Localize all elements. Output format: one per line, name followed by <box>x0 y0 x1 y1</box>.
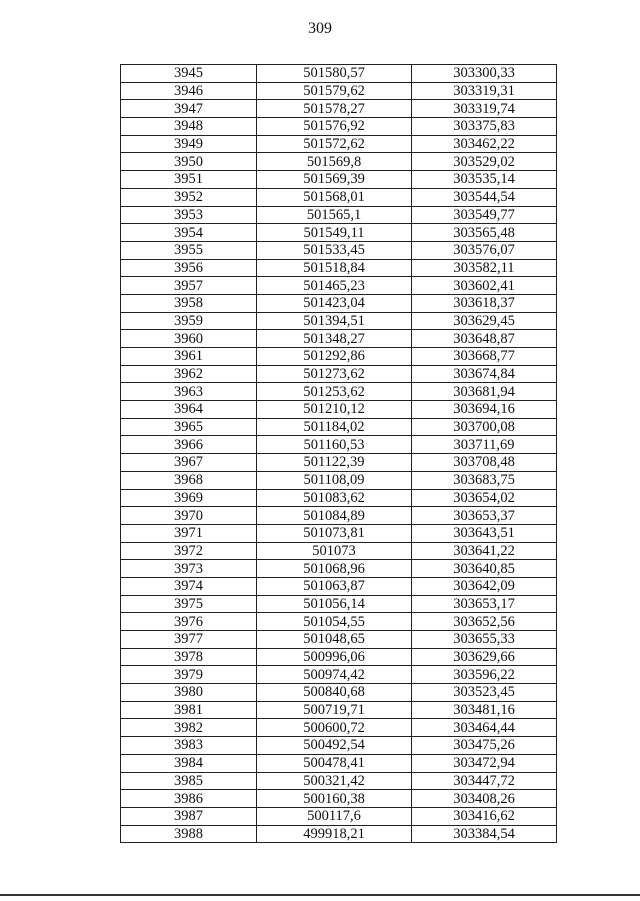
point-number-cell: 3956 <box>121 259 257 277</box>
point-number-cell: 3977 <box>121 631 257 649</box>
point-number-cell: 3962 <box>121 365 257 383</box>
x-coordinate-cell: 500478,41 <box>257 754 412 772</box>
table-row <box>121 542 557 560</box>
table-row <box>121 489 557 507</box>
table-row <box>121 507 557 525</box>
x-coordinate-cell: 500840,68 <box>257 684 412 702</box>
x-coordinate-cell: 501569,8 <box>257 153 412 171</box>
point-number-cell: 3959 <box>121 312 257 330</box>
point-number-cell: 3946 <box>121 82 257 100</box>
point-number-cell: 3965 <box>121 418 257 436</box>
table-row <box>121 383 557 401</box>
table-row <box>121 754 557 772</box>
x-coordinate-cell: 500974,42 <box>257 666 412 684</box>
point-number-cell: 3984 <box>121 754 257 772</box>
table-row <box>121 153 557 171</box>
table-row <box>121 648 557 666</box>
y-coordinate-cell: 303652,56 <box>412 613 557 631</box>
table-row <box>121 188 557 206</box>
coordinates-table-body <box>121 65 557 843</box>
y-coordinate-cell: 303447,72 <box>412 772 557 790</box>
table-row <box>121 436 557 454</box>
x-coordinate-cell: 501292,86 <box>257 348 412 366</box>
point-number-cell: 3975 <box>121 595 257 613</box>
point-number-cell: 3963 <box>121 383 257 401</box>
point-number-cell: 3985 <box>121 772 257 790</box>
point-number-cell: 3978 <box>121 648 257 666</box>
x-coordinate-cell: 501394,51 <box>257 312 412 330</box>
x-coordinate-cell: 501533,45 <box>257 241 412 259</box>
x-coordinate-cell: 501565,1 <box>257 206 412 224</box>
y-coordinate-cell: 303641,22 <box>412 542 557 560</box>
point-number-cell: 3952 <box>121 188 257 206</box>
point-number-cell: 3980 <box>121 684 257 702</box>
point-number-cell: 3967 <box>121 454 257 472</box>
table-row <box>121 277 557 295</box>
x-coordinate-cell: 501549,11 <box>257 224 412 242</box>
point-number-cell: 3949 <box>121 135 257 153</box>
table-row <box>121 418 557 436</box>
point-number-cell: 3987 <box>121 807 257 825</box>
x-coordinate-cell: 501073 <box>257 542 412 560</box>
x-coordinate-cell: 501184,02 <box>257 418 412 436</box>
y-coordinate-cell: 303596,22 <box>412 666 557 684</box>
x-coordinate-cell: 501576,92 <box>257 118 412 136</box>
x-coordinate-cell: 501568,01 <box>257 188 412 206</box>
y-coordinate-cell: 303681,94 <box>412 383 557 401</box>
table-row <box>121 684 557 702</box>
table-row <box>121 206 557 224</box>
y-coordinate-cell: 303654,02 <box>412 489 557 507</box>
table-row <box>121 330 557 348</box>
point-number-cell: 3973 <box>121 560 257 578</box>
x-coordinate-cell: 501122,39 <box>257 454 412 472</box>
x-coordinate-cell: 501465,23 <box>257 277 412 295</box>
x-coordinate-cell: 501578,27 <box>257 100 412 118</box>
x-coordinate-cell: 499918,21 <box>257 825 412 843</box>
x-coordinate-cell: 500117,6 <box>257 807 412 825</box>
point-number-cell: 3966 <box>121 436 257 454</box>
table-row <box>121 82 557 100</box>
point-number-cell: 3972 <box>121 542 257 560</box>
x-coordinate-cell: 501273,62 <box>257 365 412 383</box>
x-coordinate-cell: 500160,38 <box>257 790 412 808</box>
y-coordinate-cell: 303674,84 <box>412 365 557 383</box>
point-number-cell: 3945 <box>121 65 257 83</box>
y-coordinate-cell: 303464,44 <box>412 719 557 737</box>
y-coordinate-cell: 303648,87 <box>412 330 557 348</box>
y-coordinate-cell: 303544,54 <box>412 188 557 206</box>
point-number-cell: 3970 <box>121 507 257 525</box>
y-coordinate-cell: 303700,08 <box>412 418 557 436</box>
page-number: 309 <box>308 20 332 37</box>
table-row <box>121 100 557 118</box>
table-row <box>121 790 557 808</box>
point-number-cell: 3982 <box>121 719 257 737</box>
y-coordinate-cell: 303529,02 <box>412 153 557 171</box>
y-coordinate-cell: 303475,26 <box>412 737 557 755</box>
point-number-cell: 3958 <box>121 294 257 312</box>
table-row <box>121 241 557 259</box>
point-number-cell: 3960 <box>121 330 257 348</box>
point-number-cell: 3969 <box>121 489 257 507</box>
table-row <box>121 666 557 684</box>
table-row <box>121 807 557 825</box>
point-number-cell: 3947 <box>121 100 257 118</box>
y-coordinate-cell: 303523,45 <box>412 684 557 702</box>
y-coordinate-cell: 303642,09 <box>412 577 557 595</box>
point-number-cell: 3976 <box>121 613 257 631</box>
x-coordinate-cell: 501048,65 <box>257 631 412 649</box>
x-coordinate-cell: 501423,04 <box>257 294 412 312</box>
table-row <box>121 737 557 755</box>
y-coordinate-cell: 303319,31 <box>412 82 557 100</box>
table-row <box>121 595 557 613</box>
y-coordinate-cell: 303408,26 <box>412 790 557 808</box>
y-coordinate-cell: 303535,14 <box>412 171 557 189</box>
table-row <box>121 772 557 790</box>
table-row <box>121 471 557 489</box>
point-number-cell: 3954 <box>121 224 257 242</box>
x-coordinate-cell: 501068,96 <box>257 560 412 578</box>
x-coordinate-cell: 500492,54 <box>257 737 412 755</box>
x-coordinate-cell: 500719,71 <box>257 701 412 719</box>
point-number-cell: 3953 <box>121 206 257 224</box>
y-coordinate-cell: 303472,94 <box>412 754 557 772</box>
point-number-cell: 3988 <box>121 825 257 843</box>
y-coordinate-cell: 303668,77 <box>412 348 557 366</box>
point-number-cell: 3986 <box>121 790 257 808</box>
table-row <box>121 259 557 277</box>
x-coordinate-cell: 501253,62 <box>257 383 412 401</box>
table-row <box>121 365 557 383</box>
x-coordinate-cell: 501569,39 <box>257 171 412 189</box>
coordinates-table <box>120 64 557 843</box>
y-coordinate-cell: 303576,07 <box>412 241 557 259</box>
point-number-cell: 3950 <box>121 153 257 171</box>
y-coordinate-cell: 303629,66 <box>412 648 557 666</box>
y-coordinate-cell: 303462,22 <box>412 135 557 153</box>
x-coordinate-cell: 501056,14 <box>257 595 412 613</box>
x-coordinate-cell: 501160,53 <box>257 436 412 454</box>
x-coordinate-cell: 501579,62 <box>257 82 412 100</box>
y-coordinate-cell: 303711,69 <box>412 436 557 454</box>
table-row <box>121 613 557 631</box>
y-coordinate-cell: 303655,33 <box>412 631 557 649</box>
y-coordinate-cell: 303694,16 <box>412 401 557 419</box>
point-number-cell: 3955 <box>121 241 257 259</box>
y-coordinate-cell: 303375,83 <box>412 118 557 136</box>
table-row <box>121 719 557 737</box>
x-coordinate-cell: 501083,62 <box>257 489 412 507</box>
point-number-cell: 3974 <box>121 577 257 595</box>
x-coordinate-cell: 501063,87 <box>257 577 412 595</box>
table-row <box>121 524 557 542</box>
table-row <box>121 171 557 189</box>
y-coordinate-cell: 303683,75 <box>412 471 557 489</box>
x-coordinate-cell: 501084,89 <box>257 507 412 525</box>
x-coordinate-cell: 501073,81 <box>257 524 412 542</box>
y-coordinate-cell: 303708,48 <box>412 454 557 472</box>
point-number-cell: 3951 <box>121 171 257 189</box>
table-row <box>121 454 557 472</box>
y-coordinate-cell: 303602,41 <box>412 277 557 295</box>
x-coordinate-cell: 501348,27 <box>257 330 412 348</box>
table-row <box>121 118 557 136</box>
table-row <box>121 560 557 578</box>
y-coordinate-cell: 303481,16 <box>412 701 557 719</box>
table-row <box>121 348 557 366</box>
table-row <box>121 577 557 595</box>
x-coordinate-cell: 501518,84 <box>257 259 412 277</box>
y-coordinate-cell: 303643,51 <box>412 524 557 542</box>
y-coordinate-cell: 303653,17 <box>412 595 557 613</box>
table-row <box>121 312 557 330</box>
table-row <box>121 135 557 153</box>
y-coordinate-cell: 303549,77 <box>412 206 557 224</box>
y-coordinate-cell: 303653,37 <box>412 507 557 525</box>
y-coordinate-cell: 303618,37 <box>412 294 557 312</box>
point-number-cell: 3948 <box>121 118 257 136</box>
table-row <box>121 65 557 83</box>
table-row <box>121 701 557 719</box>
point-number-cell: 3968 <box>121 471 257 489</box>
x-coordinate-cell: 500321,42 <box>257 772 412 790</box>
bottom-rule <box>0 894 640 896</box>
y-coordinate-cell: 303629,45 <box>412 312 557 330</box>
table-row <box>121 294 557 312</box>
point-number-cell: 3983 <box>121 737 257 755</box>
y-coordinate-cell: 303384,54 <box>412 825 557 843</box>
point-number-cell: 3981 <box>121 701 257 719</box>
x-coordinate-cell: 501108,09 <box>257 471 412 489</box>
y-coordinate-cell: 303416,62 <box>412 807 557 825</box>
y-coordinate-cell: 303582,11 <box>412 259 557 277</box>
point-number-cell: 3979 <box>121 666 257 684</box>
x-coordinate-cell: 501210,12 <box>257 401 412 419</box>
x-coordinate-cell: 501054,55 <box>257 613 412 631</box>
table-row <box>121 401 557 419</box>
point-number-cell: 3964 <box>121 401 257 419</box>
y-coordinate-cell: 303300,33 <box>412 65 557 83</box>
table-row <box>121 631 557 649</box>
x-coordinate-cell: 501572,62 <box>257 135 412 153</box>
x-coordinate-cell: 501580,57 <box>257 65 412 83</box>
y-coordinate-cell: 303640,85 <box>412 560 557 578</box>
table-row <box>121 825 557 843</box>
y-coordinate-cell: 303565,48 <box>412 224 557 242</box>
point-number-cell: 3961 <box>121 348 257 366</box>
point-number-cell: 3957 <box>121 277 257 295</box>
point-number-cell: 3971 <box>121 524 257 542</box>
table-row <box>121 224 557 242</box>
x-coordinate-cell: 500996,06 <box>257 648 412 666</box>
y-coordinate-cell: 303319,74 <box>412 100 557 118</box>
x-coordinate-cell: 500600,72 <box>257 719 412 737</box>
